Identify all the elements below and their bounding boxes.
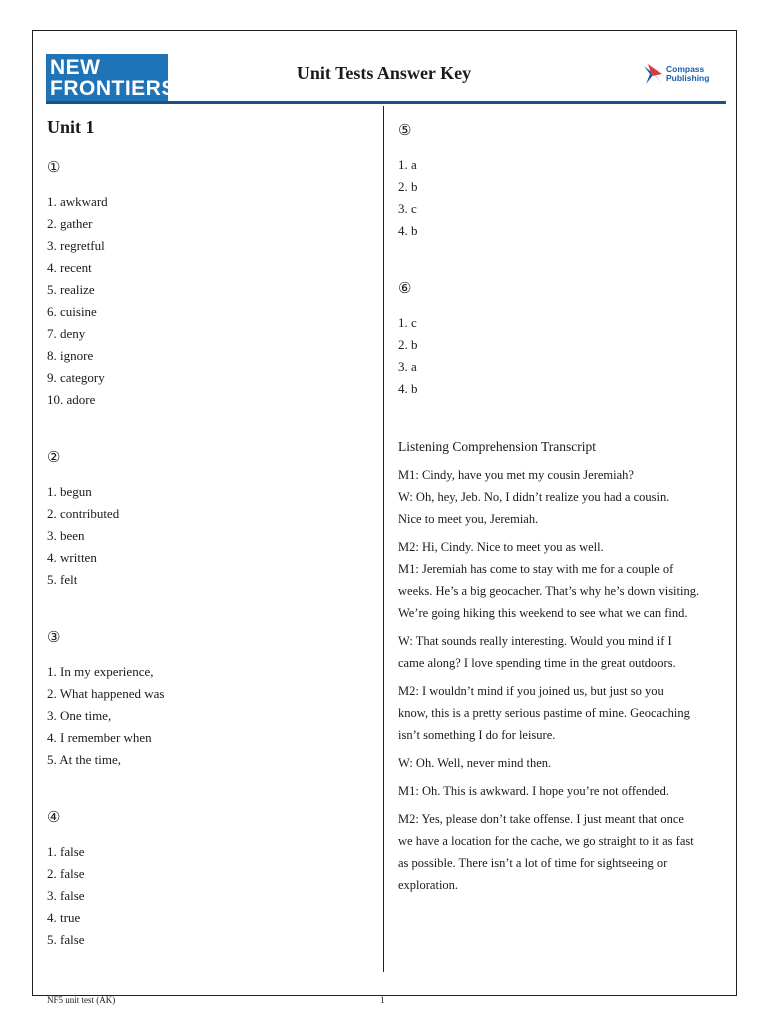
answer-item: 4. b	[398, 223, 418, 238]
answer-item: 3. One time,	[47, 708, 112, 723]
left-sections	[47, 159, 367, 951]
transcript-line: M1: Cindy, have you met my cousin Jeremiah?	[398, 468, 634, 482]
answer-section	[47, 629, 367, 771]
transcript-paragraph	[398, 630, 728, 674]
right-sections	[398, 122, 728, 400]
transcript-line: We’re going hiking this weekend to see what we can find.	[398, 606, 688, 620]
answer-list	[47, 481, 367, 591]
answer-list	[47, 191, 367, 411]
answer-item: 9. category	[47, 370, 105, 385]
transcript-line: exploration.	[398, 878, 459, 892]
transcript-paragraph	[398, 808, 728, 896]
transcript-line: came along? I love spending time in the great outdoors.	[398, 656, 676, 670]
unit-title: Unit 1	[47, 117, 95, 137]
answer-list	[398, 154, 728, 242]
answer-item: 5. felt	[47, 572, 78, 587]
answer-item: 2. contributed	[47, 506, 120, 521]
answer-list	[398, 312, 728, 400]
answer-item: 2. b	[398, 337, 418, 352]
answer-item: 3. a	[398, 359, 417, 374]
transcript-line: isn’t something I do for leisure.	[398, 728, 556, 742]
transcript-line: W: That sounds really interesting. Would you mind if I	[398, 634, 672, 648]
column-divider	[383, 106, 384, 972]
transcript-line: weeks. He’s a big geocacher. That’s why he’s down visiting.	[398, 584, 700, 598]
transcript-line: M1: Jeremiah has come to stay with me for a couple of	[398, 562, 674, 576]
answer-item: 1. false	[47, 844, 85, 859]
transcript-paragraph	[398, 536, 728, 624]
transcript-line: W: Oh, hey, Jeb. No, I didn’t realize you had a cousin.	[398, 490, 670, 504]
answer-section	[47, 159, 367, 411]
answer-item: 1. a	[398, 157, 417, 172]
right-column	[398, 122, 728, 902]
transcript-line: we have a location for the cache, we go straight to it as fast	[398, 834, 694, 848]
page-number: 1	[380, 995, 385, 1005]
answer-list	[47, 661, 367, 771]
section-number: ①	[47, 160, 61, 176]
transcript-line: M1: Oh. This is awkward. I hope you’re not offended.	[398, 784, 670, 798]
answer-section	[398, 122, 728, 242]
answer-item: 1. begun	[47, 484, 92, 499]
answer-item: 2. b	[398, 179, 418, 194]
transcript-paragraph	[398, 680, 728, 746]
publisher-line-2: Publishing	[666, 73, 710, 83]
answer-item: 4. I remember when	[47, 730, 152, 745]
answer-item: 5. false	[47, 932, 85, 947]
answer-item: 2. false	[47, 866, 85, 881]
transcript-line: as possible. There isn’t a lot of time for sightseeing or	[398, 856, 668, 870]
answer-item: 10. adore	[47, 392, 96, 407]
left-column	[47, 115, 367, 989]
answer-item: 8. ignore	[47, 348, 94, 363]
header-rule	[46, 101, 726, 104]
page-title: Unit Tests Answer Key	[296, 63, 472, 83]
transcript-body	[398, 464, 728, 896]
transcript-paragraph	[398, 752, 728, 774]
transcript-line: M2: Yes, please don’t take offense. I just meant that once	[398, 812, 684, 826]
transcript-line: know, this is a pretty serious pastime of mine. Geocaching	[398, 706, 690, 720]
answer-list	[47, 841, 367, 951]
section-number: ③	[47, 630, 61, 646]
section-number: ⑥	[398, 281, 412, 297]
compass-star-icon	[642, 62, 664, 86]
transcript-line: Nice to meet you, Jeremiah.	[398, 512, 539, 526]
footer-label: NF5 unit test (AK)	[47, 995, 116, 1005]
answer-item: 5. At the time,	[47, 752, 122, 767]
answer-item: 4. written	[47, 550, 97, 565]
answer-item: 3. regretful	[47, 238, 105, 253]
answer-item: 1. awkward	[47, 194, 108, 209]
logo-line-2: FRONTIERS	[50, 77, 176, 100]
logo-line-1: NEW	[50, 56, 101, 79]
section-number: ②	[47, 450, 61, 466]
section-number: ⑤	[398, 123, 412, 139]
answer-item: 5. realize	[47, 282, 95, 297]
answer-section	[398, 280, 728, 400]
section-number: ④	[47, 810, 61, 826]
transcript-paragraph	[398, 464, 728, 530]
transcript-title: Listening Comprehension Transcript	[398, 439, 596, 454]
transcript-paragraph	[398, 780, 728, 802]
answer-section	[47, 449, 367, 591]
compass-publishing-logo	[642, 62, 722, 86]
answer-item: 2. What happened was	[47, 686, 165, 701]
answer-item: 7. deny	[47, 326, 86, 341]
answer-item: 3. false	[47, 888, 85, 903]
answer-item: 4. true	[47, 910, 81, 925]
answer-item: 4. recent	[47, 260, 92, 275]
publisher-line-1: Compass	[666, 64, 705, 74]
answer-item: 2. gather	[47, 216, 93, 231]
transcript-line: M2: Hi, Cindy. Nice to meet you as well.	[398, 540, 604, 554]
answer-item: 4. b	[398, 381, 418, 396]
transcript-line: M2: I wouldn’t mind if you joined us, but just so you	[398, 684, 664, 698]
answer-item: 3. c	[398, 201, 417, 216]
answer-item: 1. In my experience,	[47, 664, 154, 679]
transcript-line: W: Oh. Well, never mind then.	[398, 756, 552, 770]
answer-section	[47, 809, 367, 951]
answer-item: 3. been	[47, 528, 85, 543]
answer-item: 6. cuisine	[47, 304, 97, 319]
answer-item: 1. c	[398, 315, 417, 330]
